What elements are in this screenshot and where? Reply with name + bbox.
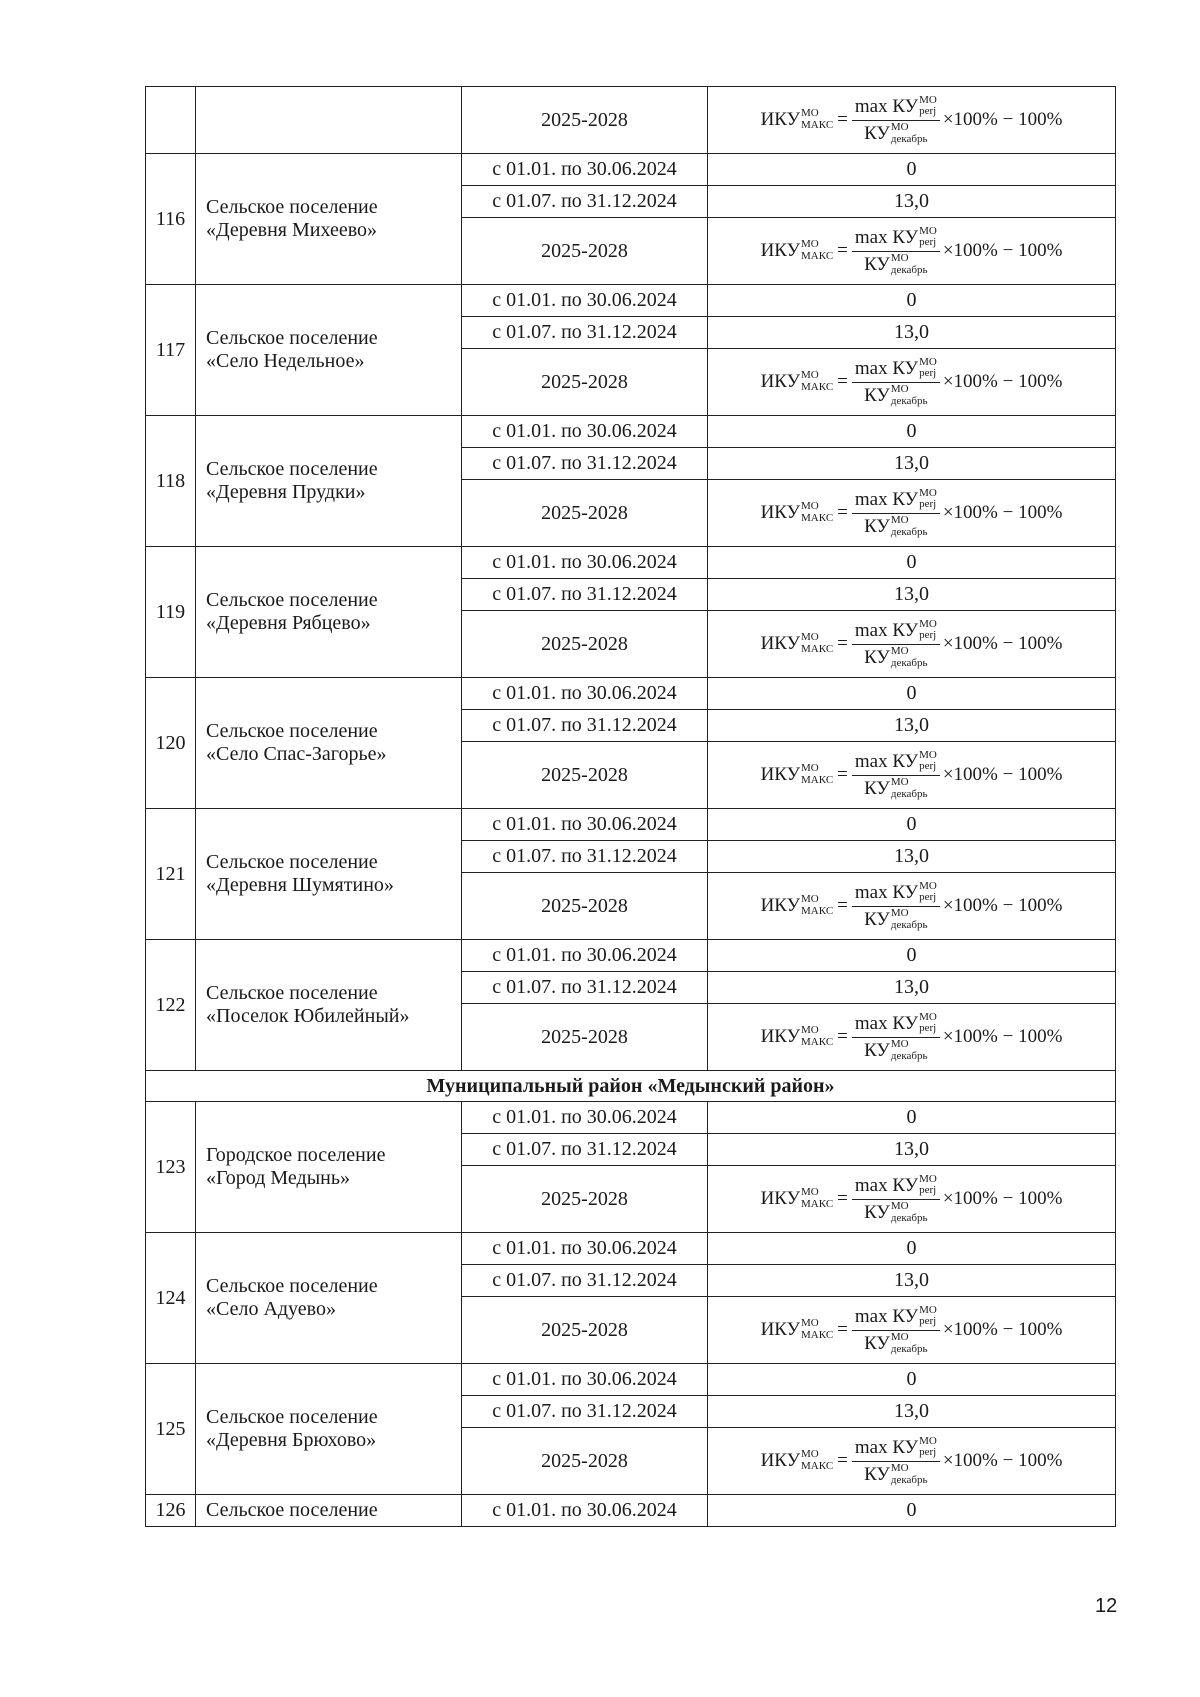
table-row <box>146 1364 1116 1396</box>
formula-tail: ×100% − 100% <box>942 109 1063 131</box>
formula-fraction <box>852 226 940 276</box>
formula-denominator: КУ <box>864 1039 890 1061</box>
settlement-type: Сельское поселение <box>206 1275 378 1297</box>
formula <box>761 226 1063 276</box>
formula-den-sub: декабрь <box>890 1473 928 1486</box>
district-row <box>146 1071 1116 1102</box>
formula-den-sup: МО <box>890 1462 909 1474</box>
period-h2: с 01.07. по 31.12.2024 <box>462 448 708 480</box>
formula-numerator: max КУ <box>854 1305 919 1327</box>
settlement-type: Сельское поселение <box>206 851 378 873</box>
formula <box>761 750 1063 800</box>
value-h2: 13,0 <box>708 579 1116 611</box>
formula-denominator: КУ <box>864 1463 890 1485</box>
formula-equals: = <box>837 1319 848 1341</box>
page-number: 12 <box>1095 1595 1118 1617</box>
value-h1: 0 <box>708 1233 1116 1265</box>
period-h1: с 01.01. по 30.06.2024 <box>462 285 708 317</box>
value-h1: 0 <box>708 809 1116 841</box>
settlement-type: Сельское поселение <box>206 720 378 742</box>
value-formula <box>708 218 1116 285</box>
settlement-title: «Деревня Михеево» <box>206 219 378 241</box>
formula-den-sup: МО <box>890 1331 909 1343</box>
settlement-title: «Поселок Юбилейный» <box>206 1005 410 1027</box>
row-number: 122 <box>146 940 196 1071</box>
period-h2: с 01.07. по 31.12.2024 <box>462 1396 708 1428</box>
row-number <box>146 87 196 154</box>
formula-den-sub: декабрь <box>890 1342 928 1355</box>
formula-equals: = <box>837 1026 848 1048</box>
period-h2: с 01.07. по 31.12.2024 <box>462 579 708 611</box>
formula-lhs-sup: МО <box>801 1448 819 1461</box>
formula-den-sub: декабрь <box>890 132 928 145</box>
row-number: 117 <box>146 285 196 416</box>
period-years: 2025-2028 <box>462 1166 708 1233</box>
formula-denominator: КУ <box>864 253 890 275</box>
table-row <box>146 678 1116 710</box>
formula-equals: = <box>837 371 848 393</box>
period-h1: с 01.01. по 30.06.2024 <box>462 1495 708 1527</box>
value-formula <box>708 742 1116 809</box>
formula-numerator: max КУ <box>854 95 919 117</box>
formula-den-sup: МО <box>890 1200 909 1212</box>
formula-tail: ×100% − 100% <box>942 895 1063 917</box>
formula-tail: ×100% − 100% <box>942 1026 1063 1048</box>
formula <box>761 1012 1063 1062</box>
settlement-name <box>196 1102 462 1233</box>
value-formula <box>708 1428 1116 1495</box>
row-number: 125 <box>146 1364 196 1495</box>
value-h1: 0 <box>708 416 1116 448</box>
settlement-type: Сельское поселение <box>206 458 378 480</box>
table-row <box>146 416 1116 448</box>
formula-lhs: ИКУ <box>760 633 801 655</box>
formula-num-sub: perj <box>919 891 937 904</box>
formula-num-sub: perj <box>919 1022 937 1035</box>
formula-denominator: КУ <box>864 122 890 144</box>
formula-lhs-sub: МАКС <box>801 643 834 655</box>
formula-equals: = <box>837 1188 848 1210</box>
formula-fraction <box>852 1436 940 1486</box>
formula <box>761 881 1063 931</box>
formula-lhs: ИКУ <box>760 1188 801 1210</box>
settlement-name <box>196 1233 462 1364</box>
formula-lhs: ИКУ <box>760 895 801 917</box>
formula-fraction <box>852 95 940 145</box>
settlement-type: Сельское поселение <box>206 982 378 1004</box>
period-h2: с 01.07. по 31.12.2024 <box>462 710 708 742</box>
formula-lhs-sub: МАКС <box>801 1036 834 1048</box>
formula-lhs: ИКУ <box>760 502 801 524</box>
formula-numerator: max КУ <box>854 488 919 510</box>
formula-num-sub: perj <box>919 105 937 118</box>
formula-lhs-sup: МО <box>801 1317 819 1330</box>
formula-lhs: ИКУ <box>760 764 801 786</box>
formula-equals: = <box>837 764 848 786</box>
formula <box>761 357 1063 407</box>
formula-tail: ×100% − 100% <box>942 1450 1063 1472</box>
value-h2: 13,0 <box>708 972 1116 1004</box>
formula-lhs-sup: МО <box>801 369 819 382</box>
formula-lhs-sub: МАКС <box>801 1329 834 1341</box>
settlement-type: Сельское поселение <box>206 589 378 611</box>
formula-lhs-sup: МО <box>801 631 819 644</box>
formula-num-sup: МО <box>919 1172 937 1185</box>
formula-numerator: max КУ <box>854 881 919 903</box>
settlement-type: Городское поселение <box>206 1144 386 1166</box>
value-formula <box>708 87 1116 154</box>
formula-denominator: КУ <box>864 1332 890 1354</box>
formula-tail: ×100% − 100% <box>942 240 1063 262</box>
value-h1: 0 <box>708 1102 1116 1134</box>
period-h1: с 01.01. по 30.06.2024 <box>462 154 708 186</box>
value-h2: 13,0 <box>708 1396 1116 1428</box>
settlement-title: «Деревня Шумятино» <box>206 874 394 896</box>
formula-lhs-sup: МО <box>801 762 819 775</box>
period-years: 2025-2028 <box>462 873 708 940</box>
settlement-name: Сельское поселение <box>196 1495 462 1527</box>
formula-den-sub: декабрь <box>890 1211 928 1224</box>
row-number: 118 <box>146 416 196 547</box>
formula-num-sub: perj <box>919 1446 937 1459</box>
formula-denominator: КУ <box>864 777 890 799</box>
value-h1: 0 <box>708 1364 1116 1396</box>
value-h2: 13,0 <box>708 186 1116 218</box>
formula-num-sub: perj <box>919 1184 937 1197</box>
formula-fraction <box>852 750 940 800</box>
formula-fraction <box>852 881 940 931</box>
value-h2: 13,0 <box>708 1134 1116 1166</box>
value-formula <box>708 873 1116 940</box>
table-row <box>146 1495 1116 1527</box>
formula-den-sup: МО <box>890 383 909 395</box>
row-number: 126 <box>146 1495 196 1527</box>
period-h2: с 01.07. по 31.12.2024 <box>462 317 708 349</box>
formula-num-sup: МО <box>919 748 937 761</box>
formula-denominator: КУ <box>864 646 890 668</box>
formula-fraction <box>852 1305 940 1355</box>
period-h2: с 01.07. по 31.12.2024 <box>462 1265 708 1297</box>
formula-num-sub: perj <box>919 498 937 511</box>
formula-lhs-sup: МО <box>801 893 819 906</box>
settlement-name <box>196 416 462 547</box>
period-h1: с 01.01. по 30.06.2024 <box>462 1102 708 1134</box>
formula <box>761 488 1063 538</box>
value-h1: 0 <box>708 1495 1116 1527</box>
value-h1: 0 <box>708 678 1116 710</box>
settlement-name <box>196 678 462 809</box>
formula-numerator: max КУ <box>854 1174 919 1196</box>
formula-den-sub: декабрь <box>890 918 928 931</box>
settlement-name <box>196 940 462 1071</box>
value-formula <box>708 1297 1116 1364</box>
formula-lhs: ИКУ <box>760 1026 801 1048</box>
period-h2: с 01.07. по 31.12.2024 <box>462 1134 708 1166</box>
value-h2: 13,0 <box>708 710 1116 742</box>
table-row <box>146 1102 1116 1134</box>
formula-numerator: max КУ <box>854 750 919 772</box>
value-formula <box>708 611 1116 678</box>
value-formula <box>708 1004 1116 1071</box>
formula-denominator: КУ <box>864 384 890 406</box>
formula-num-sup: МО <box>919 93 937 106</box>
value-formula <box>708 349 1116 416</box>
formula-lhs-sup: МО <box>801 500 819 513</box>
formula-equals: = <box>837 240 848 262</box>
formula-den-sup: МО <box>890 907 909 919</box>
value-h1: 0 <box>708 547 1116 579</box>
formula-tail: ×100% − 100% <box>942 1319 1063 1341</box>
data-table <box>145 86 1116 1527</box>
settlement-title: «Город Медынь» <box>206 1167 350 1189</box>
formula <box>761 1174 1063 1224</box>
row-number: 116 <box>146 154 196 285</box>
table-row <box>146 940 1116 972</box>
formula-lhs-sup: МО <box>801 238 819 251</box>
period-years: 2025-2028 <box>462 480 708 547</box>
formula <box>761 1305 1063 1355</box>
formula-den-sup: МО <box>890 776 909 788</box>
table-row <box>146 87 1116 154</box>
formula-lhs: ИКУ <box>760 1319 801 1341</box>
row-number: 123 <box>146 1102 196 1233</box>
period-h2: с 01.07. по 31.12.2024 <box>462 972 708 1004</box>
formula-num-sup: МО <box>919 1303 937 1316</box>
settlement-title: «Деревня Прудки» <box>206 481 366 503</box>
formula-lhs-sub: МАКС <box>801 1198 834 1210</box>
formula-num-sub: perj <box>919 1315 937 1328</box>
formula-den-sup: МО <box>890 121 909 133</box>
period-years: 2025-2028 <box>462 349 708 416</box>
value-h2: 13,0 <box>708 841 1116 873</box>
settlement-name <box>196 285 462 416</box>
formula-num-sub: perj <box>919 629 937 642</box>
table-row <box>146 285 1116 317</box>
settlement-title: «Село Недельное» <box>206 350 365 372</box>
formula-den-sup: МО <box>890 252 909 264</box>
period-h1: с 01.01. по 30.06.2024 <box>462 678 708 710</box>
formula-equals: = <box>837 1450 848 1472</box>
formula-den-sub: декабрь <box>890 263 928 276</box>
district-heading: Муниципальный район «Медынский район» <box>146 1071 1116 1102</box>
period-years: 2025-2028 <box>462 1428 708 1495</box>
formula <box>761 95 1063 145</box>
formula-num-sup: МО <box>919 1434 937 1447</box>
formula-tail: ×100% − 100% <box>942 764 1063 786</box>
settlement-name <box>196 87 462 154</box>
row-number: 119 <box>146 547 196 678</box>
period-h1: с 01.01. по 30.06.2024 <box>462 1364 708 1396</box>
formula-lhs-sub: МАКС <box>801 774 834 786</box>
formula-lhs-sup: МО <box>801 107 819 120</box>
formula-fraction <box>852 1174 940 1224</box>
formula-lhs-sup: МО <box>801 1024 819 1037</box>
formula-den-sub: декабрь <box>890 1049 928 1062</box>
formula-equals: = <box>837 109 848 131</box>
formula-lhs-sup: МО <box>801 1186 819 1199</box>
period-years: 2025-2028 <box>462 1004 708 1071</box>
settlement-title: «Село Адуево» <box>206 1298 336 1320</box>
formula-lhs-sub: МАКС <box>801 381 834 393</box>
formula-den-sub: декабрь <box>890 525 928 538</box>
settlement-name <box>196 1364 462 1495</box>
table-row <box>146 809 1116 841</box>
formula-tail: ×100% − 100% <box>942 502 1063 524</box>
formula-num-sup: МО <box>919 617 937 630</box>
formula-den-sub: декабрь <box>890 656 928 669</box>
formula-denominator: КУ <box>864 515 890 537</box>
formula-lhs: ИКУ <box>760 240 801 262</box>
period-years: 2025-2028 <box>462 1297 708 1364</box>
period-years: 2025-2028 <box>462 87 708 154</box>
formula-num-sup: МО <box>919 1010 937 1023</box>
formula <box>761 1436 1063 1486</box>
settlement-type: Сельское поселение <box>206 196 378 218</box>
formula-tail: ×100% − 100% <box>942 1188 1063 1210</box>
formula-num-sup: МО <box>919 879 937 892</box>
formula-lhs: ИКУ <box>760 109 801 131</box>
formula-equals: = <box>837 502 848 524</box>
period-h1: с 01.01. по 30.06.2024 <box>462 940 708 972</box>
formula-den-sub: декабрь <box>890 787 928 800</box>
value-formula <box>708 1166 1116 1233</box>
formula-num-sup: МО <box>919 224 937 237</box>
settlement-name <box>196 547 462 678</box>
formula-denominator: КУ <box>864 908 890 930</box>
row-number: 120 <box>146 678 196 809</box>
value-formula <box>708 480 1116 547</box>
formula-numerator: max КУ <box>854 226 919 248</box>
formula-numerator: max КУ <box>854 357 919 379</box>
formula-numerator: max КУ <box>854 1436 919 1458</box>
value-h2: 13,0 <box>708 448 1116 480</box>
formula-lhs-sub: МАКС <box>801 905 834 917</box>
period-years: 2025-2028 <box>462 218 708 285</box>
value-h2: 13,0 <box>708 1265 1116 1297</box>
formula-num-sup: МО <box>919 486 937 499</box>
formula-equals: = <box>837 633 848 655</box>
formula-num-sup: МО <box>919 355 937 368</box>
period-h1: с 01.01. по 30.06.2024 <box>462 1233 708 1265</box>
formula-fraction <box>852 1012 940 1062</box>
formula-num-sub: perj <box>919 236 937 249</box>
formula-fraction <box>852 357 940 407</box>
formula-den-sub: декабрь <box>890 394 928 407</box>
value-h2: 13,0 <box>708 317 1116 349</box>
formula-num-sub: perj <box>919 367 937 380</box>
formula-lhs-sub: МАКС <box>801 250 834 262</box>
value-h1: 0 <box>708 940 1116 972</box>
settlement-name <box>196 154 462 285</box>
period-h1: с 01.01. по 30.06.2024 <box>462 547 708 579</box>
formula-den-sup: МО <box>890 1038 909 1050</box>
period-h2: с 01.07. по 31.12.2024 <box>462 841 708 873</box>
formula-denominator: КУ <box>864 1201 890 1223</box>
settlement-name <box>196 809 462 940</box>
period-h1: с 01.01. по 30.06.2024 <box>462 416 708 448</box>
formula-numerator: max КУ <box>854 619 919 641</box>
formula-lhs-sub: МАКС <box>801 119 834 131</box>
formula-den-sup: МО <box>890 645 909 657</box>
formula-fraction <box>852 488 940 538</box>
table-row <box>146 1233 1116 1265</box>
period-years: 2025-2028 <box>462 611 708 678</box>
settlement-type: Сельское поселение <box>206 327 378 349</box>
row-number: 124 <box>146 1233 196 1364</box>
formula-den-sup: МО <box>890 514 909 526</box>
table-row <box>146 547 1116 579</box>
formula-lhs: ИКУ <box>760 1450 801 1472</box>
table-row <box>146 154 1116 186</box>
settlement-title: «Деревня Брюхово» <box>206 1429 377 1451</box>
formula-lhs-sub: МАКС <box>801 512 834 524</box>
formula-lhs-sub: МАКС <box>801 1460 834 1472</box>
formula-equals: = <box>837 895 848 917</box>
formula-tail: ×100% − 100% <box>942 371 1063 393</box>
formula-numerator: max КУ <box>854 1012 919 1034</box>
period-h2: с 01.07. по 31.12.2024 <box>462 186 708 218</box>
row-number: 121 <box>146 809 196 940</box>
value-h1: 0 <box>708 154 1116 186</box>
settlement-title: «Село Спас-Загорье» <box>206 743 387 765</box>
period-h1: с 01.01. по 30.06.2024 <box>462 809 708 841</box>
formula-fraction <box>852 619 940 669</box>
formula <box>761 619 1063 669</box>
formula-num-sub: perj <box>919 760 937 773</box>
settlement-title: «Деревня Рябцево» <box>206 612 371 634</box>
settlement-type: Сельское поселение <box>206 1406 378 1428</box>
formula-tail: ×100% − 100% <box>942 633 1063 655</box>
period-years: 2025-2028 <box>462 742 708 809</box>
formula-lhs: ИКУ <box>760 371 801 393</box>
value-h1: 0 <box>708 285 1116 317</box>
